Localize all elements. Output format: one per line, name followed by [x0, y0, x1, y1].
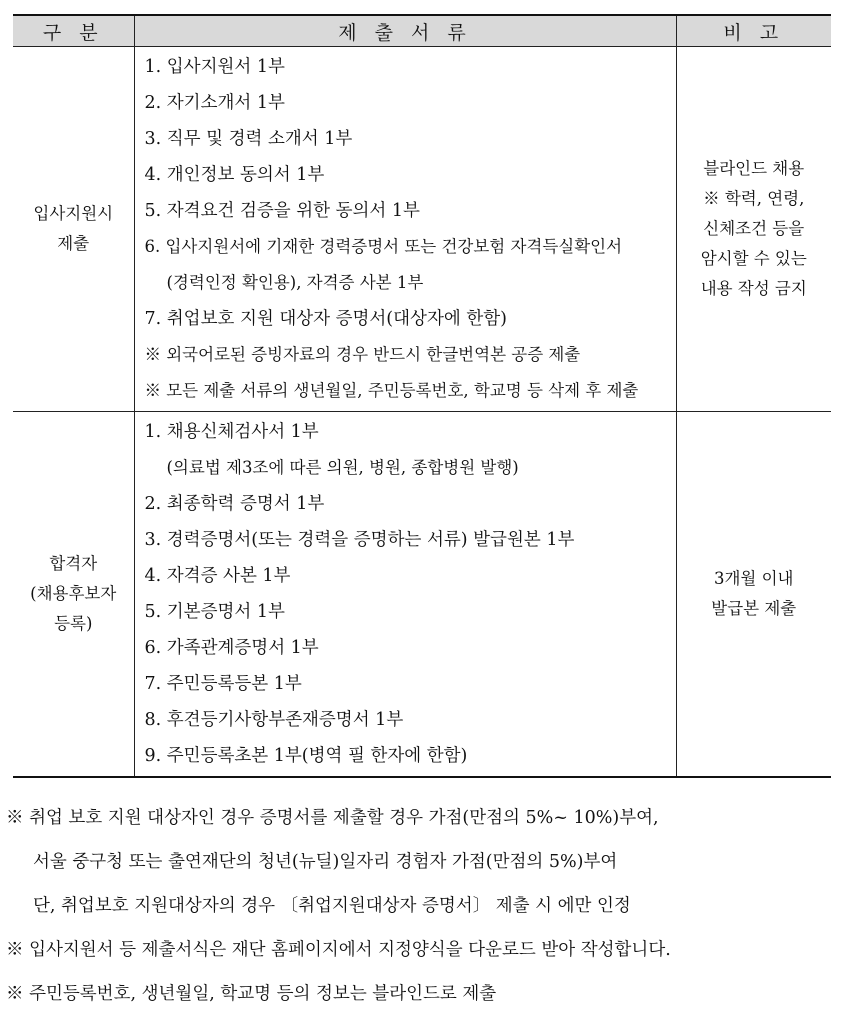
note-line: ※ 학력, 연령,: [703, 189, 805, 208]
footnote: ※ 주민등록번호, 생년월일, 학교명 등의 정보는 블라인드로 제출: [6, 984, 497, 1004]
row-documents: [134, 412, 676, 778]
row-category: [13, 412, 134, 778]
note-line: 암시할 수 있는: [700, 249, 807, 268]
document-item: 3. 경력증명서(또는 경력을 증명하는 서류) 발급원본 1부: [144, 530, 575, 550]
row-note: [676, 47, 831, 412]
header-documents: 제 출 서 류: [134, 15, 676, 47]
header-note: 비 고: [676, 15, 831, 47]
footnotes: [6, 796, 836, 1016]
document-note: ※ 모든 제출 서류의 생년월일, 주민등록번호, 학교명 등 삭제 후 제출: [144, 381, 639, 400]
category-line: 합격자: [49, 554, 98, 573]
document-item: 3. 직무 및 경력 소개서 1부: [144, 129, 353, 149]
footnote: ※ 입사지원서 등 제출서식은 재단 홈페이지에서 지정양식을 다운로드 받아 작성합니다.: [6, 940, 671, 960]
document-item: 9. 주민등록초본 1부(병역 필 한자에 한함): [144, 746, 468, 766]
note-line: 발급본 제출: [711, 599, 797, 618]
category-line: 등록): [54, 614, 93, 633]
footnote: ※ 취업 보호 지원 대상자인 경우 증명서를 제출할 경우 가점(만점의 5%~ 10%)부여,: [6, 808, 659, 828]
document-item: 8. 후견등기사항부존재증명서 1부: [144, 710, 404, 730]
document-item-continued: (경력인정 확인용), 자격증 사본 1부: [166, 273, 424, 292]
document-item: 4. 개인정보 동의서 1부: [144, 165, 325, 185]
document-item: 2. 최종학력 증명서 1부: [144, 494, 325, 514]
category-line: (채용후보자: [30, 584, 117, 603]
footnote-continued: 단, 취업보호 지원대상자의 경우 〔취업지원대상자 증명서〕 제출 시 에만 인정: [33, 896, 631, 916]
note-line: 내용 작성 금지: [700, 279, 807, 298]
note-line: 신체조건 등을: [703, 219, 805, 238]
table-row: [13, 412, 831, 778]
category-line: 입사지원시: [33, 204, 114, 223]
document-item: 1. 입사지원서 1부: [144, 57, 285, 77]
document-item-continued: (의료법 제3조에 따른 의원, 병원, 종합병원 발행): [166, 458, 519, 477]
header-category: 구 분: [13, 15, 134, 47]
document-item: 4. 자격증 사본 1부: [144, 566, 291, 586]
table-header-row: [13, 15, 831, 47]
document-item: 7. 취업보호 지원 대상자 증명서(대상자에 한함): [144, 309, 507, 329]
document-item: 5. 자격요건 검증을 위한 동의서 1부: [144, 201, 420, 221]
document-note: ※ 외국어로된 증빙자료의 경우 반드시 한글번역본 공증 제출: [144, 345, 581, 364]
document-item: 6. 가족관계증명서 1부: [144, 638, 319, 658]
document-item: 7. 주민등록등본 1부: [144, 674, 302, 694]
row-category: [13, 47, 134, 412]
row-documents: [134, 47, 676, 412]
table-row: [13, 47, 831, 412]
document-item: 2. 자기소개서 1부: [144, 93, 285, 113]
document-item: 1. 채용신체검사서 1부: [144, 422, 319, 442]
documents-table: [13, 14, 831, 778]
footnote-continued: 서울 중구청 또는 출연재단의 청년(뉴딜)일자리 경험자 가점(만점의 5%)부여: [33, 852, 618, 872]
row-note: [676, 412, 831, 778]
document-item: 6. 입사지원서에 기재한 경력증명서 또는 건강보험 자격득실확인서: [144, 237, 623, 256]
note-line: 블라인드 채용: [703, 159, 805, 178]
document-item: 5. 기본증명서 1부: [144, 602, 285, 622]
category-line: 제출: [57, 234, 90, 253]
note-line: 3개월 이내: [714, 569, 794, 588]
